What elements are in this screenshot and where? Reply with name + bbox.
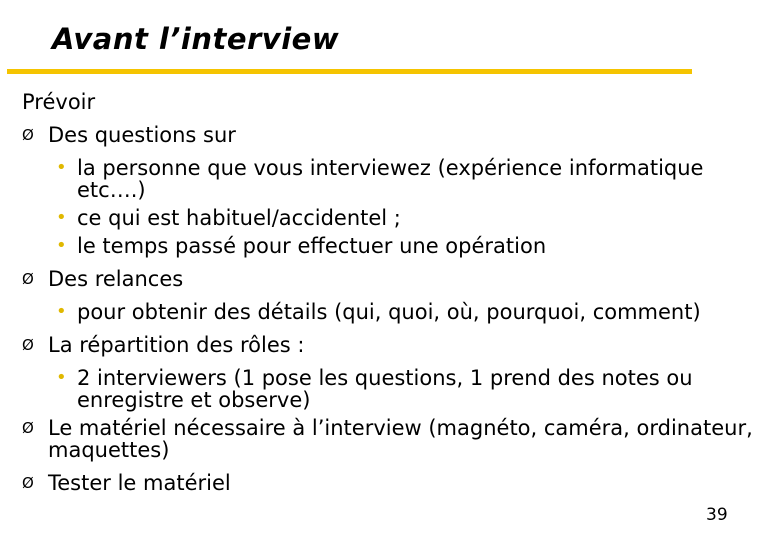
bullet-item [18,119,758,152]
arrow-bullet-icon: Ø [22,126,34,144]
dot-bullet-icon: • [56,207,67,228]
arrow-bullet-icon: Ø [22,270,34,288]
sub-bullet-item [18,367,758,411]
sub-bullet-text: pour obtenir des détails (qui, quoi, où, pourquoi, comment) [77,300,701,324]
arrow-bullet-icon: Ø [22,474,34,492]
dot-bullet-icon: • [56,301,67,322]
page-number: 39 [706,505,728,525]
bullet-text: La répartition des rôles : [48,333,305,357]
sub-bullet-text: 2 interviewers (1 pose les questions, 1 prend des notes ou enregistre et observe) [77,366,693,412]
sub-bullet-item [18,301,758,323]
intro-text: Prévoir [22,90,96,114]
sub-bullet-item [18,235,758,257]
slide-body [18,86,758,500]
sub-bullet-text: ce qui est habituel/accidentel ; [77,206,401,230]
bullet-text: Des questions sur [48,123,236,147]
slide-title: Avant l’interview [52,22,340,56]
arrow-bullet-icon: Ø [22,419,34,437]
dot-bullet-icon: • [56,367,67,388]
sub-bullet-text: la personne que vous interviewez (expérience informatique etc….) [77,156,704,202]
bullet-item [18,417,758,461]
title-underline [7,69,692,74]
sub-bullet-item [18,157,758,201]
bullet-text: Tester le matériel [48,471,231,495]
bullet-item [18,329,758,362]
dot-bullet-icon: • [56,157,67,178]
sub-bullet-text: le temps passé pour effectuer une opération [77,234,547,258]
bullet-text: Des relances [48,267,184,291]
bullet-item [18,263,758,296]
bullet-item [18,467,758,500]
bullet-text: Le matériel nécessaire à l’interview (magnéto, caméra, ordinateur, maquettes) [48,416,753,462]
sub-bullet-item [18,207,758,229]
dot-bullet-icon: • [56,235,67,256]
arrow-bullet-icon: Ø [22,336,34,354]
